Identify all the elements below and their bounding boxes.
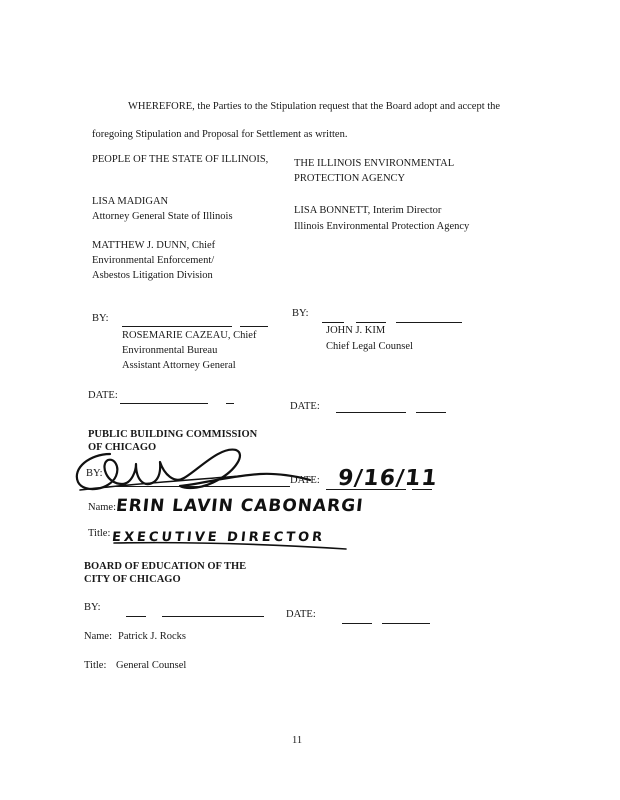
iepa-signature-line-3 <box>396 322 462 323</box>
iepa-by-label: BY: <box>292 308 309 319</box>
boe-title-value: General Counsel <box>116 660 187 671</box>
people-date-line[interactable] <box>120 403 208 404</box>
iepa-date-line[interactable] <box>336 412 406 413</box>
boe-name-label: Name: <box>84 631 112 642</box>
pbc-signature-image <box>70 440 330 500</box>
people-heading: PEOPLE OF THE STATE OF ILLINOIS, <box>92 154 269 165</box>
pbc-heading-line-1: PUBLIC BUILDING COMMISSION <box>88 429 258 440</box>
iepa-signature-line-2 <box>356 322 386 323</box>
ag-title: Attorney General State of Illinois <box>92 211 233 222</box>
boe-name-value: Patrick J. Rocks <box>118 631 186 642</box>
iepa-director-title: Illinois Environmental Protection Agency <box>294 221 470 232</box>
intro-line-1: WHEREFORE, the Parties to the Stipulation request that the Board adopt and accept the <box>128 101 501 112</box>
boe-signature-line[interactable] <box>126 616 146 617</box>
boe-date-label: DATE: <box>286 609 316 620</box>
ag-name: LISA MADIGAN <box>92 196 169 207</box>
iepa-date-line-2 <box>416 412 446 413</box>
iepa-signer-name: JOHN J. KIM <box>326 325 386 336</box>
boe-heading-line-2: CITY OF CHICAGO <box>84 574 181 585</box>
people-date-line-2 <box>226 403 234 404</box>
people-signature-line-2 <box>240 326 268 327</box>
pbc-name-value: ERIN LAVIN CABONARGI <box>114 496 365 516</box>
pbc-heading-line-2: OF CHICAGO <box>88 442 157 453</box>
chief-line-2: Environmental Enforcement/ <box>92 255 215 266</box>
pbc-title-value: EXECUTIVE DIRECTOR <box>111 530 326 545</box>
people-signer-line-2: Environmental Bureau <box>122 345 218 356</box>
people-date-label: DATE: <box>88 390 118 401</box>
iepa-date-label: DATE: <box>290 401 320 412</box>
pbc-title-label: Title: <box>88 528 111 539</box>
boe-by-label: BY: <box>84 602 101 613</box>
people-signer-line-3: Assistant Attorney General <box>122 360 236 371</box>
iepa-heading-line-1: THE ILLINOIS ENVIRONMENTAL <box>294 158 455 169</box>
boe-date-line-2 <box>382 623 430 624</box>
pbc-date-value: 9/16/11 <box>336 466 439 491</box>
iepa-director-name: LISA BONNETT, Interim Director <box>294 205 442 216</box>
pbc-title-underline <box>110 535 350 555</box>
intro-line-2: foregoing Stipulation and Proposal for Settlement as written. <box>92 129 348 140</box>
boe-title-label: Title: <box>84 660 107 671</box>
pbc-name-label: Name: <box>88 502 116 513</box>
chief-line-3: Asbestos Litigation Division <box>92 270 213 281</box>
people-signer-name: ROSEMARIE CAZEAU, Chief <box>122 330 257 341</box>
chief-name: MATTHEW J. DUNN, Chief <box>92 240 216 251</box>
boe-signature-line-2 <box>162 616 264 617</box>
boe-heading-line-1: BOARD OF EDUCATION OF THE <box>84 561 247 572</box>
people-signature-line[interactable] <box>122 326 232 327</box>
people-by-label: BY: <box>92 313 109 324</box>
iepa-heading-line-2: PROTECTION AGENCY <box>294 173 406 184</box>
boe-date-line[interactable] <box>342 623 372 624</box>
iepa-signer-title: Chief Legal Counsel <box>326 341 413 352</box>
pbc-date-label: DATE: <box>290 475 320 486</box>
iepa-signature-line[interactable] <box>322 322 344 323</box>
page-number: 11 <box>292 735 303 746</box>
pbc-by-label: BY: <box>86 468 103 479</box>
